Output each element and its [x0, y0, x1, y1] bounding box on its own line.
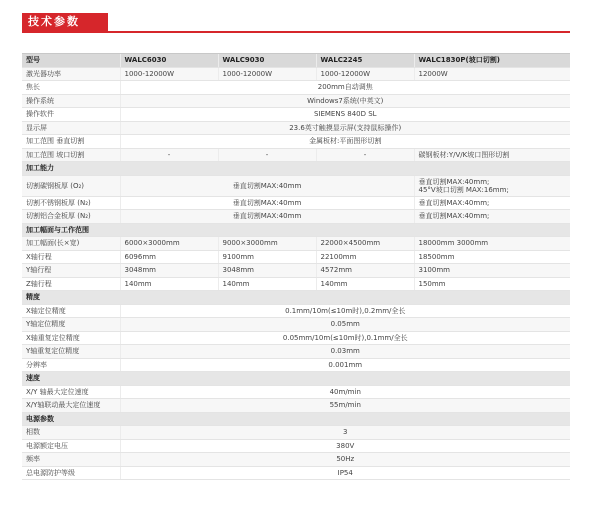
row-label: X轴重复定位精度 [22, 331, 120, 345]
row-label: 焦长 [22, 81, 120, 95]
cell-value: SIEMENS 840D SL [120, 108, 570, 122]
cell-value: 碳钢板材:Y/V/K坡口图形切割 [414, 148, 570, 162]
row-label: 加工范围 坡口切割 [22, 148, 120, 162]
section-row [22, 223, 570, 237]
table-row [22, 94, 570, 108]
row-label: Y轴定位精度 [22, 318, 120, 332]
cell-value: Windows7系统(中英文) [120, 94, 570, 108]
cell-value: 55m/min [120, 399, 570, 413]
header-cell: WALC6030 [120, 54, 218, 68]
header-cell: WALC1830P(坡口切割) [414, 54, 570, 68]
cell-value: 4572mm [316, 264, 414, 278]
table-row [22, 385, 570, 399]
cell-value: - [218, 148, 316, 162]
cell-value [414, 175, 570, 196]
table-row [22, 318, 570, 332]
table-row [22, 439, 570, 453]
title-underline [22, 31, 570, 33]
row-label: 电源额定电压 [22, 439, 120, 453]
cell-value: 0.03mm [120, 345, 570, 359]
cell-value: 140mm [218, 277, 316, 291]
cell-value: 0.1mm/10m(≤10m时),0.2mm/全长 [120, 304, 570, 318]
table-row [22, 331, 570, 345]
row-label: 显示屏 [22, 121, 120, 135]
cell-value: 垂直切割MAX:40mm; [414, 196, 570, 210]
cell-value: 18500mm [414, 250, 570, 264]
table-row [22, 304, 570, 318]
row-label: X轴行程 [22, 250, 120, 264]
cell-value: 垂直切割MAX:40mm [120, 196, 414, 210]
table-row [22, 148, 570, 162]
section-row [22, 412, 570, 426]
row-label: 激光器功率 [22, 67, 120, 81]
row-label: 切割不锈钢板厚 (N₂) [22, 196, 120, 210]
cell-value: 垂直切割MAX:40mm [120, 175, 414, 196]
row-label: X/Y 轴最大定位速度 [22, 385, 120, 399]
table-row [22, 175, 570, 196]
row-label: 频率 [22, 453, 120, 467]
cell-line: 垂直切割MAX:40mm; [418, 177, 490, 186]
cell-value: 垂直切割MAX:40mm [120, 210, 414, 224]
table-row [22, 210, 570, 224]
cell-value: 1000-12000W [316, 67, 414, 81]
table-row [22, 466, 570, 480]
cell-value: 金属板材:平面图形切割 [120, 135, 570, 149]
cell-value: 6000×3000mm [120, 237, 218, 251]
section-label: 速度 [22, 372, 570, 386]
cell-value: 0.001mm [120, 358, 570, 372]
row-label: Y轴行程 [22, 264, 120, 278]
header-cell: 型号 [22, 54, 120, 68]
table-header-row [22, 54, 570, 68]
cell-value: 3048mm [218, 264, 316, 278]
cell-line: 45°V坡口切割 MAX:16mm; [418, 185, 509, 194]
cell-value: 9100mm [218, 250, 316, 264]
cell-value: 22000×4500mm [316, 237, 414, 251]
cell-value: 1000-12000W [218, 67, 316, 81]
section-label: 加工能力 [22, 162, 570, 176]
row-label: 切割碳钢板厚 (O₂) [22, 175, 120, 196]
table-row [22, 345, 570, 359]
table-row [22, 135, 570, 149]
row-label: 分辨率 [22, 358, 120, 372]
table-row [22, 453, 570, 467]
cell-value: 3 [120, 426, 570, 440]
table-row [22, 81, 570, 95]
cell-value: 1000-12000W [120, 67, 218, 81]
section-label: 加工幅面与工作范围 [22, 223, 570, 237]
row-label: 操作系统 [22, 94, 120, 108]
table-row [22, 358, 570, 372]
row-label: X轴定位精度 [22, 304, 120, 318]
section-title: 技术参数 [22, 13, 108, 31]
row-label: Y轴重复定位精度 [22, 345, 120, 359]
spec-table [22, 53, 570, 480]
cell-value: 3100mm [414, 264, 570, 278]
cell-value: 18000mm 3000mm [414, 237, 570, 251]
cell-value: - [316, 148, 414, 162]
cell-value: IP54 [120, 466, 570, 480]
table-row [22, 108, 570, 122]
section-label: 精度 [22, 291, 570, 305]
cell-value: 垂直切割MAX:40mm; [414, 210, 570, 224]
section-row [22, 291, 570, 305]
cell-value: 50Hz [120, 453, 570, 467]
cell-value: 12000W [414, 67, 570, 81]
cell-value: 140mm [316, 277, 414, 291]
cell-value: 23.6英寸触摸显示屏(支持鼠标操作) [120, 121, 570, 135]
cell-value: 380V [120, 439, 570, 453]
header-cell: WALC9030 [218, 54, 316, 68]
table-row [22, 277, 570, 291]
row-label: 加工幅面(长×宽) [22, 237, 120, 251]
row-label: 总电源防护等级 [22, 466, 120, 480]
cell-value: 150mm [414, 277, 570, 291]
cell-value: 3048mm [120, 264, 218, 278]
cell-value: - [120, 148, 218, 162]
table-row [22, 426, 570, 440]
section-label: 电源参数 [22, 412, 570, 426]
row-label: 切割铝合金板厚 (N₂) [22, 210, 120, 224]
cell-value: 0.05mm [120, 318, 570, 332]
section-row [22, 162, 570, 176]
cell-value: 200mm自动调焦 [120, 81, 570, 95]
table-row [22, 67, 570, 81]
table-row [22, 399, 570, 413]
cell-value: 0.05mm/10m(≤10m时),0.1mm/全长 [120, 331, 570, 345]
cell-value: 140mm [120, 277, 218, 291]
table-row [22, 250, 570, 264]
table-row [22, 196, 570, 210]
header-cell: WALC2245 [316, 54, 414, 68]
cell-value: 9000×3000mm [218, 237, 316, 251]
row-label: 相数 [22, 426, 120, 440]
cell-value: 6096mm [120, 250, 218, 264]
cell-value: 22100mm [316, 250, 414, 264]
table-row [22, 237, 570, 251]
row-label: 操作软件 [22, 108, 120, 122]
row-label: Z轴行程 [22, 277, 120, 291]
row-label: X/Y轴联动最大定位速度 [22, 399, 120, 413]
table-row [22, 121, 570, 135]
cell-value: 40m/min [120, 385, 570, 399]
table-row [22, 264, 570, 278]
row-label: 加工范围 垂直切割 [22, 135, 120, 149]
section-row [22, 372, 570, 386]
